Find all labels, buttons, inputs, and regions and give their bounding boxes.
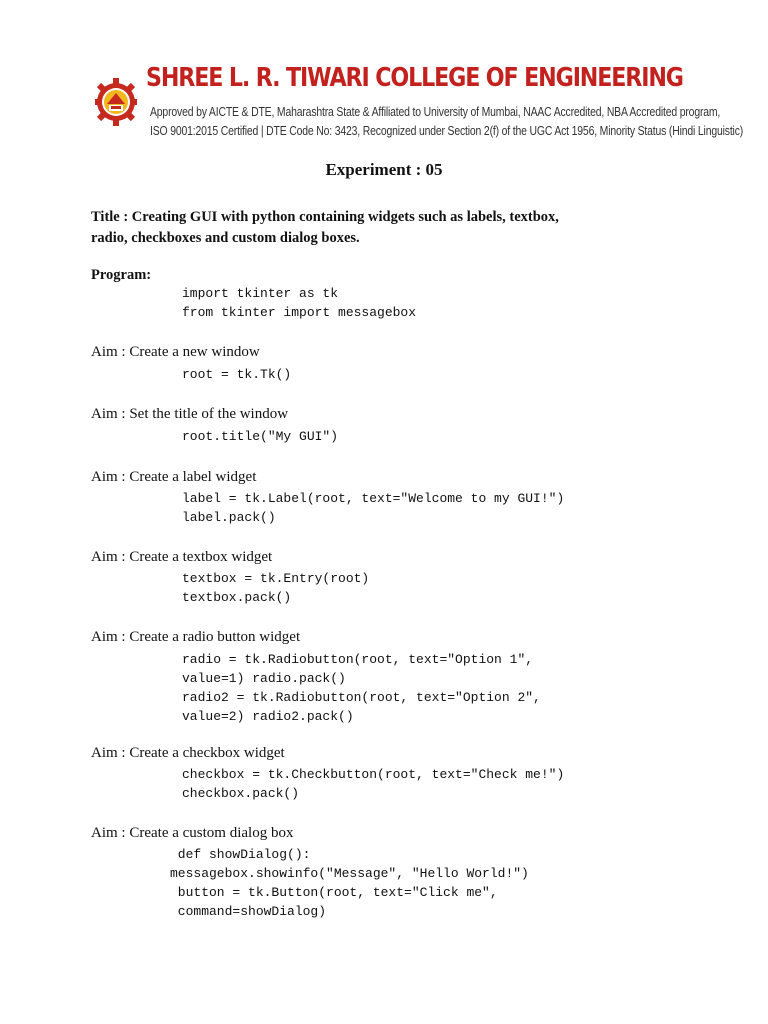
code-label-widget: label = tk.Label(root, text="Welcome to my GUI!") label.pack() [182, 491, 565, 525]
code-new-window: root = tk.Tk() [182, 367, 292, 382]
college-header [92, 62, 744, 148]
college-name: SHREE L. R. TIWARI COLLEGE OF ENGINEERING [146, 63, 683, 93]
aim-dialog-box: Aim : Create a custom dialog box [91, 825, 294, 841]
aim-label-widget: Aim : Create a label widget [91, 469, 257, 485]
college-accreditation-line: Approved by AICTE & DTE, Maharashtra State & Affiliated to University of Mumbai, NAAC Accredited, NBA Accredited program, [150, 105, 721, 119]
college-emblem-icon [95, 64, 137, 140]
college-certification-line: ISO 9001:2015 Certified | DTE Code No: 3423, Recognized under Section 2(f) of the UGC Act 1956, Minority Status (Hindi Linguistic) [150, 124, 744, 138]
experiment-title: Experiment : 05 [325, 160, 443, 179]
code-textbox-widget: textbox = tk.Entry(root) textbox.pack() [182, 571, 370, 605]
code-dialog-box: def showDialog(): messagebox.showinfo("Message", "Hello World!") button = tk.Button(root, text="Click me", command=showDialog) [170, 847, 529, 919]
aim-new-window: Aim : Create a new window [91, 344, 260, 360]
program-code: import tkinter as tk from tkinter import messagebox [182, 286, 417, 320]
aim-checkbox-widget: Aim : Create a checkbox widget [91, 745, 285, 761]
code-checkbox-widget: checkbox = tk.Checkbutton(root, text="Check me!") checkbox.pack() [182, 767, 565, 801]
program-label: Program: [91, 267, 152, 283]
code-radio-widget: radio = tk.Radiobutton(root, text="Option 1", value=1) radio.pack() radio2 = tk.Radiobutton(root, text="Option 2", value=2) radio2.pack() [182, 652, 541, 724]
aim-textbox-widget: Aim : Create a textbox widget [91, 549, 273, 565]
aim-radio-widget: Aim : Create a radio button widget [91, 629, 301, 645]
document-title: Title : Creating GUI with python containing widgets such as labels, textbox, radio, checkboxes and custom dialog boxes. [91, 209, 559, 246]
code-window-title: root.title("My GUI") [182, 429, 339, 444]
aim-window-title: Aim : Set the title of the window [91, 406, 289, 422]
